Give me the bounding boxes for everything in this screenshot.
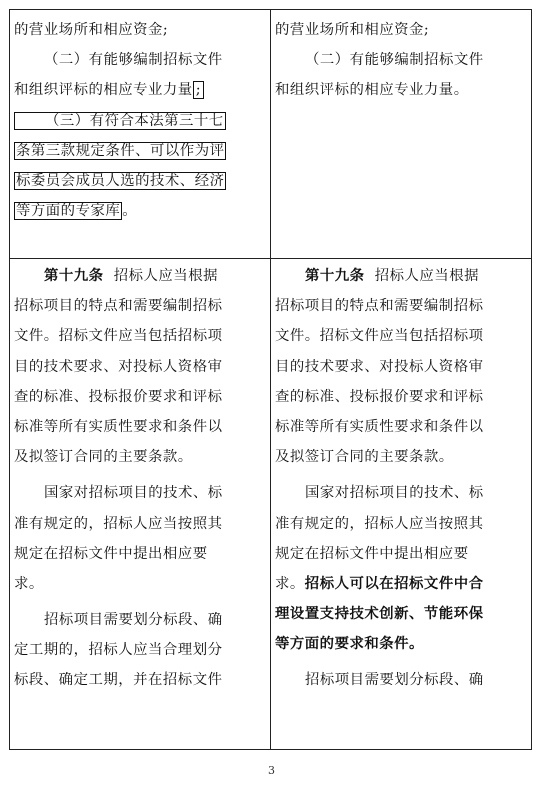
text-line: （二）有能够编制招标文件 (305, 52, 484, 69)
text-line: 招标项目的特点和需要编制招标 (14, 298, 223, 315)
text-line: 文件。招标文件应当包括招标项 (14, 328, 223, 345)
comparison-table (9, 9, 532, 750)
text-line: 规定在招标文件中提出相应要 (275, 545, 469, 562)
text-line: 招标项目需要划分标段、确 (44, 612, 223, 629)
text-line (14, 136, 266, 166)
article-title: 第十九条 (305, 267, 365, 284)
text-line: 的营业场所和相应资金; (14, 22, 169, 38)
text-segment: 求。 (275, 575, 305, 592)
row2-left-cell (14, 261, 266, 696)
text-line: 目的技术要求、对投标人资格审 (14, 358, 223, 375)
text-line: 及拟签订合同的主要条款。 (275, 449, 454, 466)
text-line (14, 166, 266, 196)
row1-right-cell (275, 15, 527, 106)
text-line: 的营业场所和相应资金; (275, 22, 430, 38)
text-line: 查的标准、投标报价要求和评标 (275, 388, 484, 405)
text-line: 标段、确定工期，并在招标文件 (14, 672, 223, 689)
text-line: 及拟签订合同的主要条款。 (14, 449, 193, 466)
text-line: 国家对招标项目的技术、标 (44, 485, 223, 502)
text-line (275, 569, 527, 599)
added-text-bold: 招标人可以在招标文件中合 (304, 574, 484, 592)
text-segment: 。 (122, 203, 138, 220)
text-line (14, 196, 266, 226)
text-line: （二）有能够编制招标文件 (44, 52, 223, 69)
text-line: 标准等所有实质性要求和条件以 (275, 418, 484, 435)
added-text-bold: 等方面的要求和条件。 (275, 635, 424, 653)
text-line: 标准等所有实质性要求和条件以 (14, 418, 223, 435)
article-title: 第十九条 (44, 267, 104, 284)
text-line: 准有规定的，招标人应当按照其 (275, 515, 484, 532)
text-segment: 招标人应当根据 (113, 268, 218, 284)
text-line: 查的标准、投标报价要求和评标 (14, 388, 223, 405)
text-line: 国家对招标项目的技术、标 (305, 485, 484, 502)
column-divider (270, 10, 271, 749)
text-line: 规定在招标文件中提出相应要 (14, 545, 208, 562)
row2-right-cell (275, 261, 527, 696)
text-line: 求。 (14, 575, 44, 592)
row-divider (10, 258, 531, 259)
text-line: 文件。招标文件应当包括招标项 (275, 328, 484, 345)
text-line: 招标项目需要划分标段、确 (305, 672, 484, 689)
row1-left-cell (14, 15, 266, 226)
text-line: 定工期的，招标人应当合理划分 (14, 642, 223, 659)
page-number: 3 (268, 764, 275, 777)
text-segment: 招标人应当根据 (374, 268, 479, 284)
text-line (14, 106, 266, 136)
text-segment: 和组织评标的相应专业力量 (14, 82, 193, 99)
boxed-text: 标委员会成员人选的技术、经济 (16, 172, 225, 189)
added-text-bold: 理设置支持技术创新、节能环保 (275, 605, 484, 623)
text-line: 和组织评标的相应专业力量。 (275, 82, 469, 99)
text-line: 目的技术要求、对投标人资格审 (275, 358, 484, 375)
text-line (275, 261, 527, 291)
text-line (14, 261, 266, 291)
boxed-text: （三）有符合本法第三十七 (14, 112, 226, 130)
text-line (14, 75, 266, 105)
boxed-text: 条第三款规定条件、可以作为评 (16, 142, 225, 159)
boxed-semicolon: ; (193, 81, 204, 99)
boxed-text: 等方面的专家库 (16, 203, 121, 220)
text-line: 准有规定的，招标人应当按照其 (14, 515, 223, 532)
text-line: 招标项目的特点和需要编制招标 (275, 298, 484, 315)
